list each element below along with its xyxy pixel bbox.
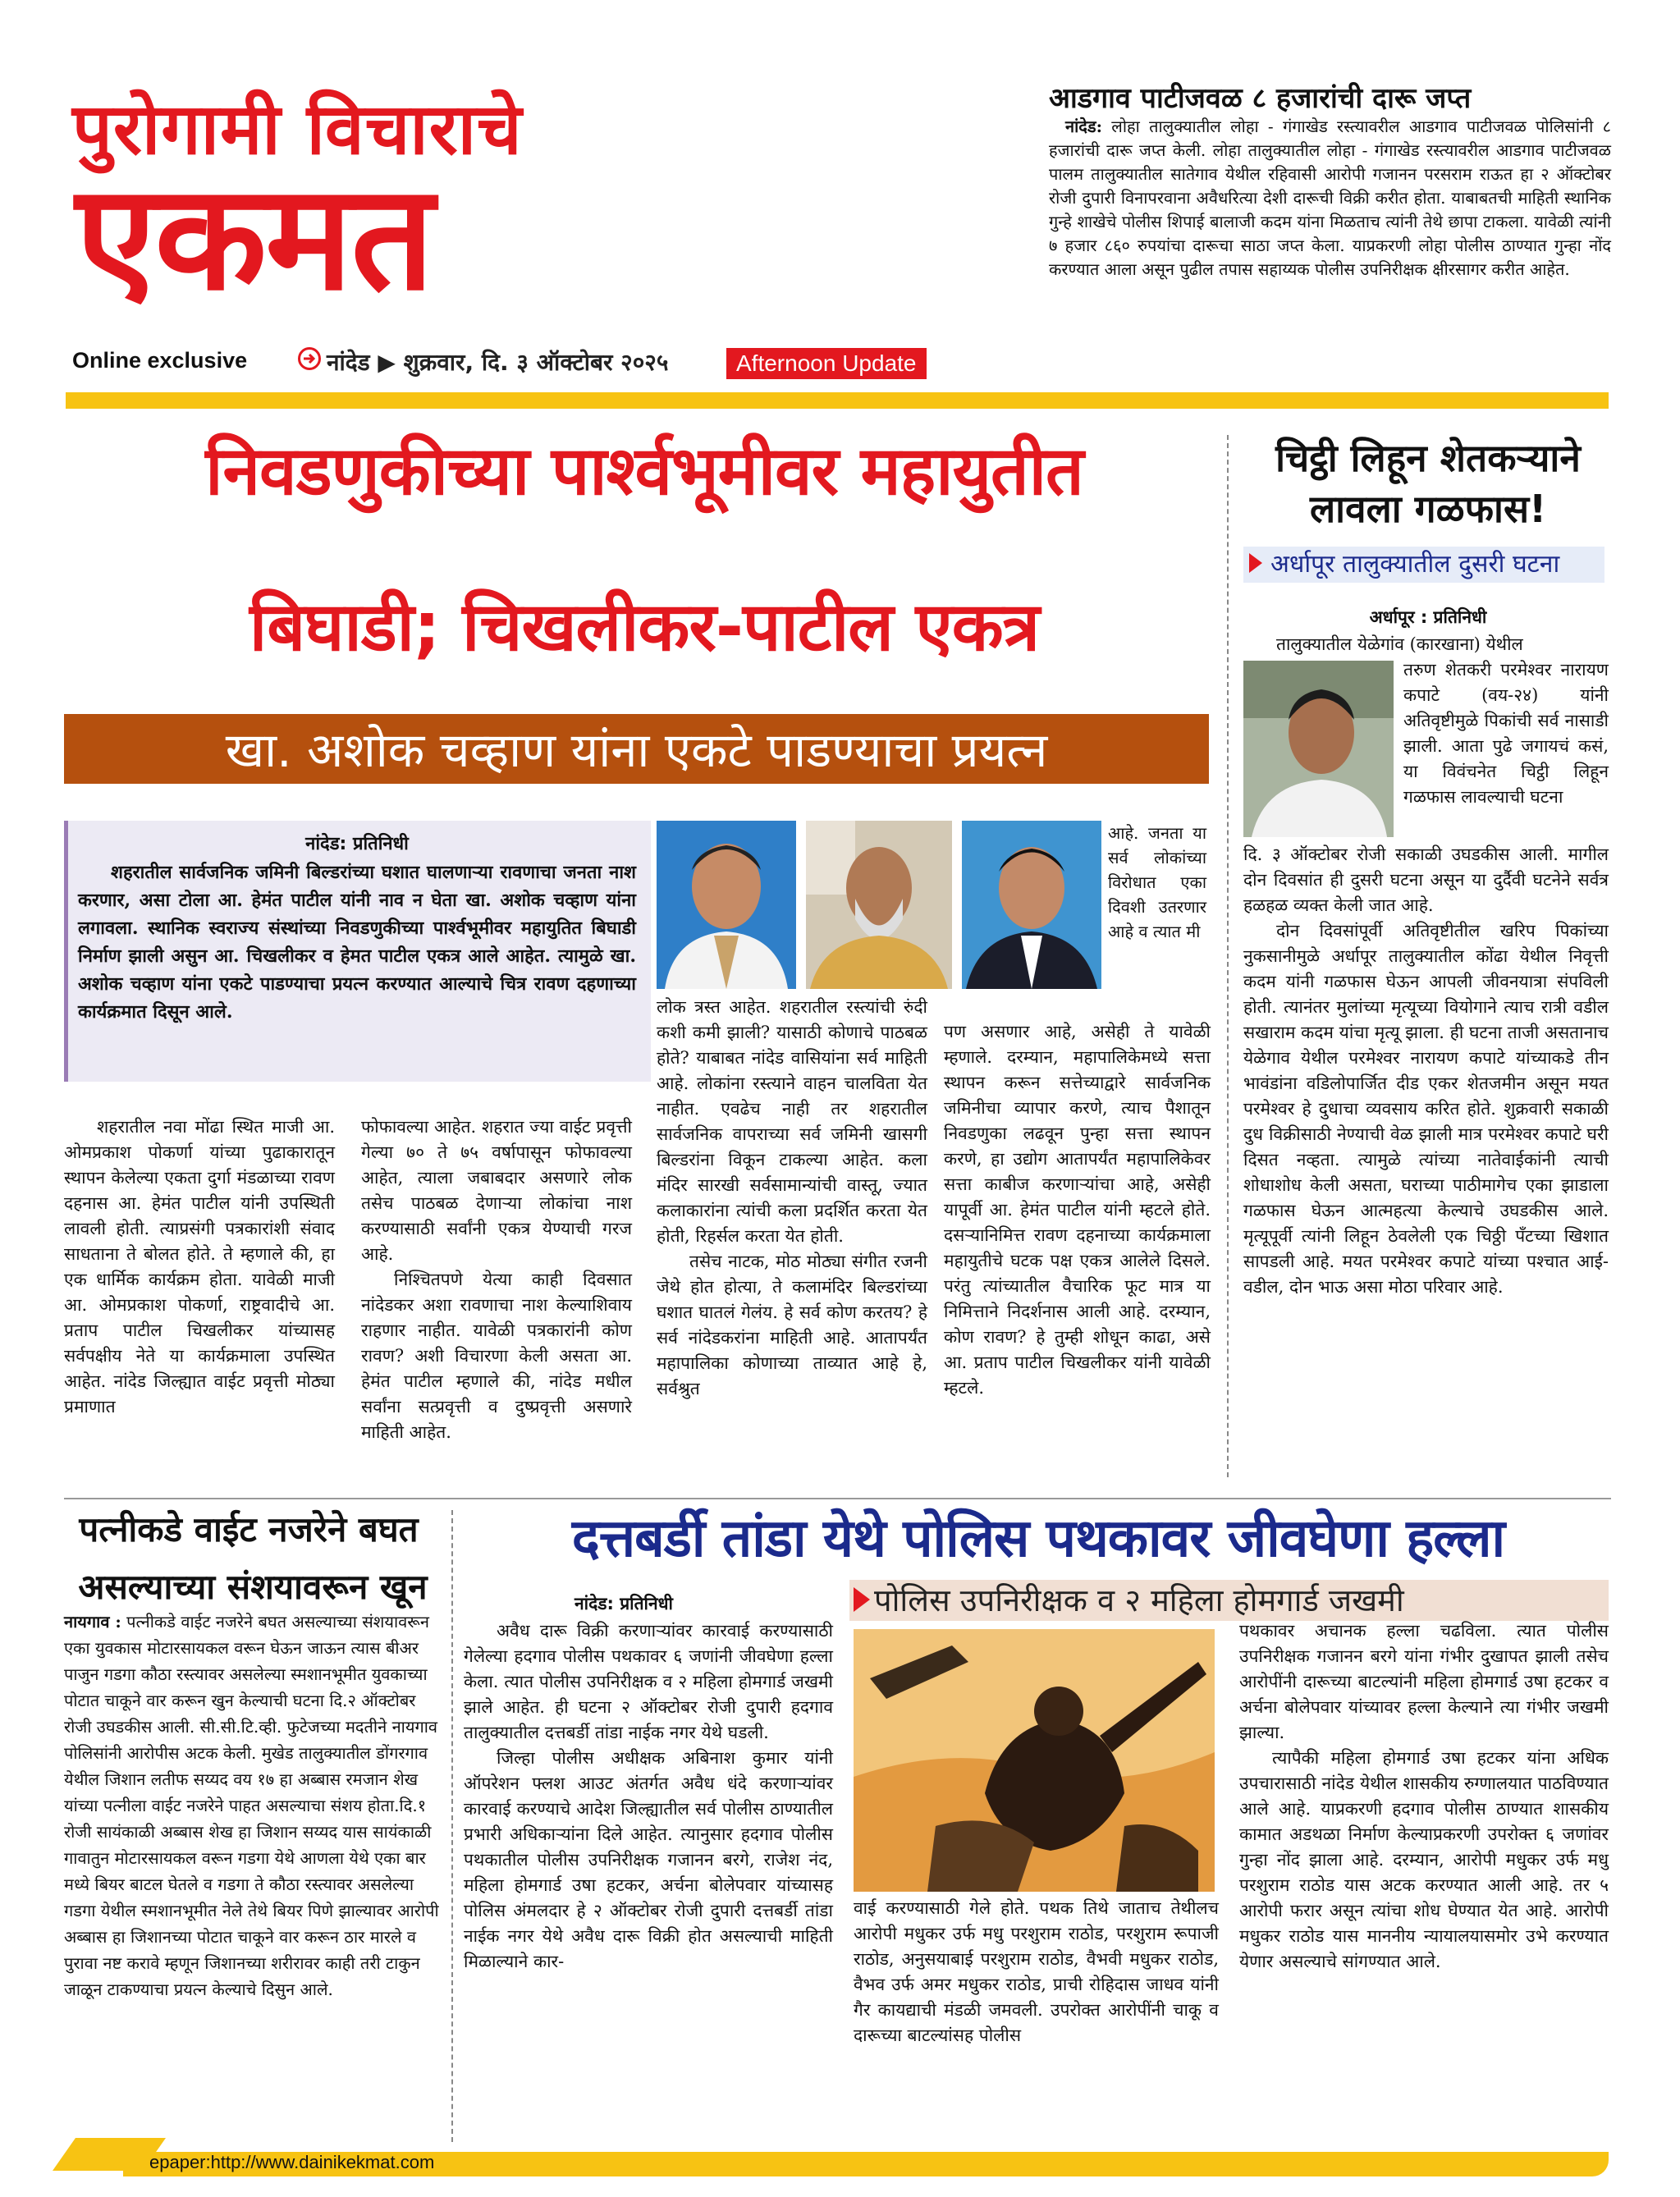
main-headline-2: बिघाडी; चिखलीकर-पाटील एकत्र: [249, 588, 1040, 666]
intro-dateline: नांदेड: प्रतिनिधी: [305, 834, 409, 854]
main-col-4-top: आहे. जनता या सर्व लोकांच्या विरोधात एका दिवशी उतरणार आहे व त्यात मी: [1108, 823, 1206, 941]
main-headline-1: निवडणुकीच्या पार्श्वभूमीवर महायुतीत: [205, 433, 1083, 510]
main-subhead: खा. अशोक चव्हाण यांना एकटे पाडण्याचा प्रयत्न: [225, 722, 1048, 778]
attack-illustration: [854, 1629, 1215, 1892]
attack-subhead: पोलिस उपनिरीक्षक व २ महिला होमगार्ड जखमी: [874, 1582, 1404, 1618]
arrow-icon: [298, 347, 321, 370]
bl-body: [64, 1609, 442, 2002]
side-title-2: लावला गळफास!: [1309, 487, 1547, 531]
attack-col-2: वाई करण्यासाठी गेले होते. पथक तिथे जाताच तेथीलच आरोपी मधुकर उर्फ मधु परशुराम राठोड, परशुराम रूपाजी राठोड, अनुसयाबाई परशुराम राठोड, वैभवी मधुकर राठोड, वैभव उर्फ अमर मधुकर राठोड, प्राची रोहिदास जाधव यांनी गैर कायद्याची मंडळी जमवली. उपरोक्त आरोपींनी चाकू व दारूच्या बाटल्यांसह पोलीस: [854, 1898, 1219, 2045]
main-col-4: पण असणार आहे, असेही ते यावेळी म्हणाले. दरम्यान, महापालिकेमध्ये सत्ता स्थापन करून सत्तेच्याद्वारे सार्वजनिक जमिनीचा व्यापार करणे, त्याच पैशातून निवडणुका लढवून पुन्हा सत्ता स्थापन करणे, हा उद्योग आतापर्यंत महापालिकेवर सत्ता काबीज करणाऱ्यांचा आहे, असेही यापूर्वी आ. हेमंत पाटील यांनी म्हटले होते. दसऱ्यानिमित्त रावण दहनाच्या कार्यक्रमाला महायुतीचे घटक पक्ष एकत्र आलेले दिसले. परंतु त्यांच्यातील वैचारिक फूट मात्र या निमित्ताने निदर्शनास आली आहे. दरम्यान, कोण रावण? हे तुम्ही शोधून काढा, असे आ. प्रताप पाटील चिखलीकर यांनी यावेळी म्हटले.: [944, 1022, 1211, 1398]
photo-farmer: [1243, 661, 1394, 837]
afternoon-update-badge: Afternoon Update: [726, 348, 927, 379]
main-col-2: फोफावल्या आहेत. शहरात ज्या वाईट प्रवृत्ती गेल्या ७० ते ७५ वर्षापासून फोफावल्या आहेत, त्याला जबाबदार असणारे लोक तसेच पाठबळ देणाऱ्या लोकांचा नाश करण्यासाठी सर्वांनी एकत्र येण्याची गरज आहे. निश्चितपणे येत्या काही दिवसात नांदेडकर अशा रावणाचा नाश केल्याशिवाय राहणार नाहीत. यावेळी पत्रकारांनी कोण रावण? अशी विचारणा केली असता आ. हेमंत पाटील म्हणाले की, नांदेड मधील सर्वांना सत्प्रवृत्ती व दुष्प्रवृत्ती असणारे माहिती आहेत.: [361, 1117, 632, 1442]
bl-dateline: नायगाव :: [64, 1612, 121, 1632]
side-dateline: अर्धापूर : प्रतिनिधी: [1369, 607, 1487, 627]
attack-col-1: अवैध दारू विक्री करणाऱ्यांवर कारवाई करण्यासाठी गेलेल्या हदगाव पोलीस पथकावर ६ जणांनी जीवघेणा हल्ला केला. त्यात पोलीस उपनिरीक्षक व २ महिला होमगार्ड जखमी झाले आहेत. ही घटना २ ऑक्टोबर रोजी दुपारी हदगाव तालुक्यातील दत्तबर्डी तांडा नाईक नगर येथे घडली. जिल्हा पोलीस अधीक्षक अबिनाश कुमार यांनी ऑपरेशन फ्लश आउट अंतर्गत अवैध धंदे करणाऱ्यांवर कारवाई करण्याचे आदेश जिल्ह्यातील सर्व पोलीस ठाण्यातील प्रभारी अधिकाऱ्यांना दिले आहेत. त्यानुसार हदगाव पोलीस पथकातील पोलीस उपनिरीक्षक गजानन बरगे, राजेश नंद, महिला होमगार्ड उषा हटकर, अर्चना बोलेपवार यांच्यासह पोलिस अंमलदार हे २ ऑक्टोबर रोजी दुपारी दत्तबर्डी तांडा नाईक नगर येथे अवैध दारू विक्री होत असल्याची माहिती मिळाल्याने कार-: [464, 1621, 833, 1971]
footer-url[interactable]: epaper:http://www.dainikekmat.com: [149, 2152, 435, 2172]
bl-text: पत्नीकडे वाईट नजरेने बघत असल्याच्या संशयावरून एका युवकास मोटारसायकल वरून घेऊन जाऊन त्यास बीअर पाजुन गडगा कौठा रस्त्यावर असलेल्या स्मशानभूमीत युवकाच्या पोटात चाकूने वार करून खुन केल्याची घटना दि.२ ऑक्टोबर रोजी उघडकीस आली. सी.सी.टि.व्ही. फुटेजच्या मदतीने नायगाव पोलिसांनी आरोपीस अटक केली. मुखेड तालुक्यातील डोंगरगाव येथील जिशान लतीफ सय्यद वय १७ हा अब्बास रमजान शेख यांच्या पत्नीला वाईट नजरेने पाहत असल्याचा संशय होता.दि.१ रोजी सायंकाळी अब्बास शेख हा जिशान सय्यद यास सायंकाळी गावातुन मोटारसायकल वरून गडगा येथे आणला येथे एका बार मध्ये बियर बाटल घेतले व गडगा ते कौठा रस्त्यावर असलेल्या गडगा येथील स्मशानभूमीत नेले तेथे बियर पिणे झाल्यावर आरोपी अब्बास हा जिशानच्या पोटात चाकूने वार करून ठार मारले व पुरावा नष्ट करावे म्हणून जिशानच्या शरीरावर काही तरी टाकुन जाळून टाकण्याचा प्रयत्न केल्याचे दिसुन आले.: [64, 1612, 439, 1999]
bl-divider: [451, 1510, 453, 2142]
attack-dateline: नांदेड: प्रतिनिधी: [574, 1594, 673, 1613]
brief-title: आडगाव पाटीजवळ ८ हजारांची दारू जप्त: [1049, 82, 1472, 115]
brief-body: [1049, 115, 1611, 281]
bl-title-2: असल्याच्या संशयावरून खून: [78, 1567, 428, 1607]
photo-ashok-chavan: [657, 821, 796, 989]
side-lead: तालुक्यातील येळेगांव (कारखाना) येथील: [1276, 634, 1523, 654]
side-divider: [1227, 435, 1229, 1477]
bl-title-1: पत्नीकडे वाईट नजरेने बघत: [79, 1509, 419, 1549]
photo-hemant-patil: [806, 821, 952, 989]
photo-prataprao-chikhlikar: [962, 821, 1101, 989]
brief-text: लोहा तालुक्यातील लोहा - गंगाखेड रस्त्यावरील आडगाव पाटीजवळ पोलिसांनी ८ हजारांची दारू जप्त केली. लोहा तालुक्यातील लोहा - गंगाखेड रस्त्यावरील आडगाव पाटीजवळ पालम तालुक्यातील सातेगाव येथील रहिवासी आरोपी गजानन परसराम राऊत हा २ ऑक्टोबर रोजी दुपारी विनापरवाना अवैधरित्या देशी दारूची विक्री करीत होता. याबाबतची माहिती स्थानिक गुन्हे शाखेचे पोलीस शिपाई बालाजी कदम यांना मिळताच त्यांनी तेथे छापा टाकला. यावेळी त्यांनी ७ हजार ८६० रुपयांचा दारूचा साठा जप्त केला. याप्रकरणी लोहा पोलीस ठाण्यात गुन्हा नोंद करण्यात आला असून पुढील तपास सहाय्यक पोलीस उपनिरीक्षक क्षीरसागर करीत आहेत.: [1049, 117, 1611, 279]
masthead-tagline: पुरोगामी विचाराचे: [72, 89, 523, 171]
yellow-rule: [66, 392, 1609, 409]
attack-triangle-icon: [854, 1587, 870, 1612]
brief-dateline: नांदेड:: [1065, 117, 1102, 136]
main-col-3: लोक त्रस्त आहेत. शहरातील रस्त्यांची रुंदी कशी कमी झाली? यासाठी कोणाचे पाठबळ होते? याबाबत नांदेड वासियांना सर्व माहिती आहे. लोकांना रस्त्याने वाहन चालविता येत नाहीत. एवढेच नाही तर शहरातील सार्वजनिक वापराच्या सर्व जमिनी खासगी बिल्डरांना विकून टाकल्या आहेत. कला मंदिर सारखी सर्वसामान्यांची वास्तू, ज्यात कलाकारांना त्यांची कला प्रदर्शित करता येत होती, रिहर्सल करता येत होती. तसेच नाटक, मोठ मोठ्या संगीत रजनी जेथे होत होत्या, ते कलामंदिर बिल्डरांच्या घशात घातलं गेलंय. हे सर्व कोण करतय? हे सर्व नांदेडकरांना माहिती आहे. आतापर्यंत महापालिका कोणाच्या ताव्यात आहे हे, सर्वश्रुत: [657, 997, 927, 1398]
side-wrap: तरुण शेतकरी परमेश्वर नारायण कपाटे (वय-२४) यांनी अतिवृष्टीमुळे पिकांची सर्व नासाडी झाली. आता पुढे जगायचं कसं, या विवंचनेत चिट्ठी लिहून गळफास लावल्याची घटना: [1403, 660, 1609, 807]
main-col-1: शहरातील नवा मोंढा स्थित माजी आ. ओमप्रकाश पोकर्णा यांच्या पुढाकारातून स्थापन केलेल्या एकता दुर्गा मंडळाच्या रावण दहनास आ. हेमंत पाटील यांनी उपस्थिती लावली होती. त्याप्रसंगी पत्रकारांशी संवाद साधताना ते बोलत होते. ते म्हणाले की, हा एक धार्मिक कार्यक्रम होता. यावेळी माजी आ. ओमप्रकाश पोकर्णा, राष्ट्रवादीचे आ. प्रताप पाटील चिखलीकर यांच्यासह सर्वपक्षीय नेते या कार्यक्रमाला उपस्थित आहेत. नांदेड जिल्ह्यात वाईट प्रवृत्ती मोठ्या प्रमाणात: [64, 1117, 335, 1417]
intro-body: शहरातील सार्वजनिक जमिनी बिल्डरांच्या घशात घालणाऱ्या रावणाचा जनता नाश करणार, असा टोला आ. हेमंत पाटील यांनी नाव न घेता खा. अशोक चव्हाण यांना लगावला. स्थानिक स्वराज्य संस्थांच्या निवडणुकीच्या पार्श्वभूमीवर महायुतित बिघाडी निर्माण झाली असुन आ. चिखलीकर व हेमत पाटील एकत्र आले आहेत. त्यामुळे खा. अशोक चव्हाण यांना एकटे पाडण्याचा प्रयत्न करण्यात आल्याचे चित्र रावण दहणाच्या कार्यक्रमात दिसून आले.: [78, 862, 636, 1023]
attack-col-3: पथकावर अचानक हल्ला चढविला. त्यात पोलीस उपनिरीक्षक गजानन बरगे यांना गंभीर दुखापत झाली तसेच आरोपींनी दारूच्या बाटल्यांनी महिला होमगार्ड उषा हटकर व अर्चना बोलेपवार यांच्यावर हल्ला केल्याने त्या गंभीर जखमी झाल्या. त्यापैकी महिला होमगार्ड उषा हटकर यांना अधिक उपचारासाठी नांदेड येथील शासकीय रुग्णालयात पाठविण्यात आले आहे. याप्रकरणी हदगाव पोलीस ठाण्यात शासकीय कामात अडथळा निर्माण केल्याप्रकरणी उपरोक्त ६ जणांवर गुन्हा नोंद झाला आहे. दरम्यान, आरोपी मधुकर उर्फ मधु परशुराम राठोड यास अटक करण्यात आली आहे. तर ५ आरोपी फरार असून त्यांचा शोध घेण्यात येत आहे. आरोपी मधुकर राठोड यास माननीय न्यायालयासमोर उभे करण्यात येणार असल्याचे सांगण्यात आले.: [1239, 1621, 1609, 1971]
side-body: दि. ३ ऑक्टोबर रोजी सकाळी उघडकीस आली. मागील दोन दिवसांत ही दुसरी घटना असून या दुर्दैवी घटनेने सर्वत्र हळहळ व्यक्त केली जात आहे. दोन दिवसांपूर्वी अतिवृष्टीतील खरिप पिकांच्या नुकसानीमुळे अर्धापूर तालुक्यातील कोंढा येथील निवृत्ती कदम यांनी गळफास घेऊन आपली जीवनयात्रा संपविली होती. त्यानंतर मुलांच्या मृत्यूच्या वियोगाने त्याच रात्री वडील सखाराम कदम यांचा मृत्यू झाला. ही घटना ताजी असतानाच येळेगाव येथील परमेश्वर नारायण कपाटे यांच्याकडे तीन भावंडांना वडिलोपार्जित दीड एकर शेतजमीन असून मयत परमेश्वर हे दुधाचा व्यवसाय करित होते. शुक्रवारी सकाळी दुध विक्रीसाठी नेण्याची वेळ झाली मात्र परमेश्वर कपाटे घरी दिसत नव्हता. त्यामुळे त्यांच्या नातेवाईकांनी त्याची शोधाशोध केली असता, घराच्या पाठीमागेच एका झाडाला गळफास घेऊन आत्महत्या केल्याचे उघडकीस आले. मृत्यूपूर्वी त्यांनी लिहून ठेवलेली एक चिठ्ठी पँटच्या खिशात सापडली आहे. मयत परमेश्वर कपाटे यांच्या पश्चात आई-वडील, दोन भाऊ असा मोठा परिवार आहे.: [1243, 844, 1609, 1297]
side-title-1: चिट्ठी लिहून शेतकऱ्याने: [1275, 436, 1581, 480]
masthead-title: एकमत: [76, 153, 433, 323]
side-triangle-icon: [1249, 553, 1262, 573]
online-exclusive: Online exclusive: [72, 348, 248, 373]
edition-date: नांदेड ▶ शुक्रवार, दि. ३ ऑक्टोबर २०२५: [327, 349, 669, 376]
section-divider: [64, 1498, 1611, 1499]
side-subhead: अर्धापूर तालुक्यातील दुसरी घटना: [1270, 550, 1560, 579]
attack-headline: दत्तबर्डी तांडा येथे पोलिस पथकावर जीवघेणा हल्ला: [571, 1508, 1505, 1569]
